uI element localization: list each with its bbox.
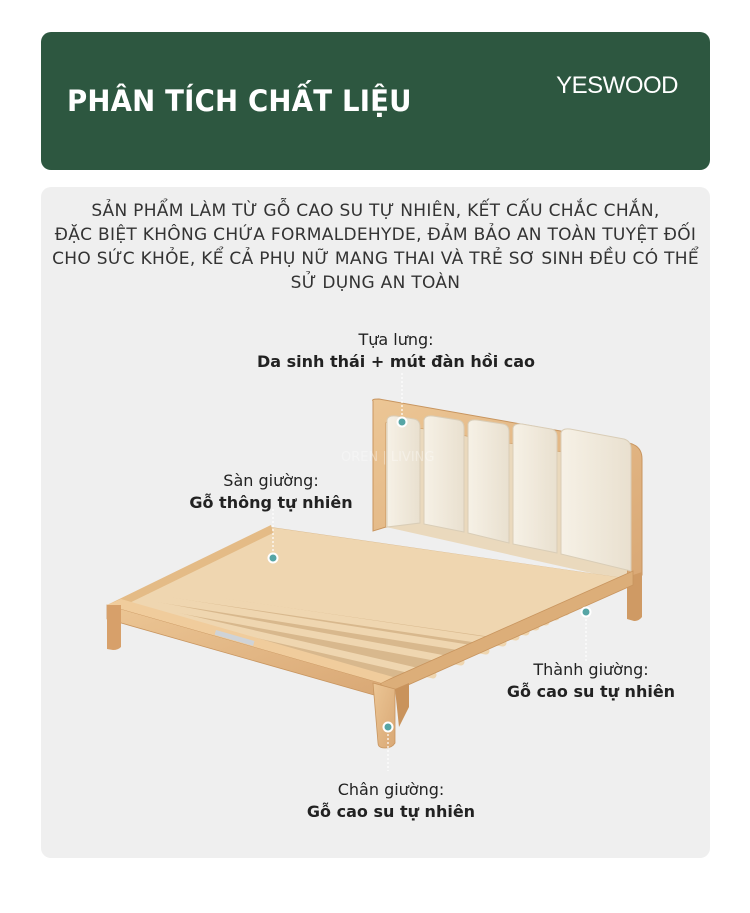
callout-headboard	[231, 329, 561, 373]
intro-line: ĐẶC BIỆT KHÔNG CHỨA FORMALDEHYDE, ĐẢM BẢO AN TOÀN TUYỆT ĐỐI	[54, 225, 697, 245]
watermark-text: OREN | LIVING	[341, 450, 435, 465]
intro-line: CHO SỨC KHỎE, KỂ CẢ PHỤ NỮ MANG THAI VÀ TRẺ SƠ SINH ĐỀU CÓ THỂ	[52, 249, 699, 269]
callout-value: Da sinh thái + mút đàn hồi cao	[256, 352, 536, 371]
callout-value: Gỗ thông tự nhiên	[189, 493, 353, 512]
callout-label: Tựa lưng:	[358, 330, 434, 349]
callout-legs	[286, 779, 496, 823]
callout-value: Gỗ cao su tự nhiên	[306, 802, 476, 821]
callout-label: Sàn giường:	[223, 471, 319, 490]
material-panel	[41, 187, 710, 858]
intro-line: SẢN PHẨM LÀM TỪ GỖ CAO SU TỰ NHIÊN, KẾT CẤU CHẮC CHẮN,	[91, 201, 660, 221]
callout-label: Thành giường:	[533, 660, 649, 679]
brand-logo: YESWOOD	[556, 72, 678, 99]
header-banner	[41, 32, 710, 170]
intro-line: SỬ DỤNG AN TOÀN	[290, 273, 461, 293]
callout-frame	[491, 659, 691, 703]
callout-value: Gỗ cao su tự nhiên	[506, 682, 676, 701]
bed-illustration	[41, 187, 710, 858]
callout-slats	[161, 470, 381, 514]
page-title: PHÂN TÍCH CHẤT LIỆU	[67, 84, 412, 118]
callout-label: Chân giường:	[337, 780, 445, 799]
